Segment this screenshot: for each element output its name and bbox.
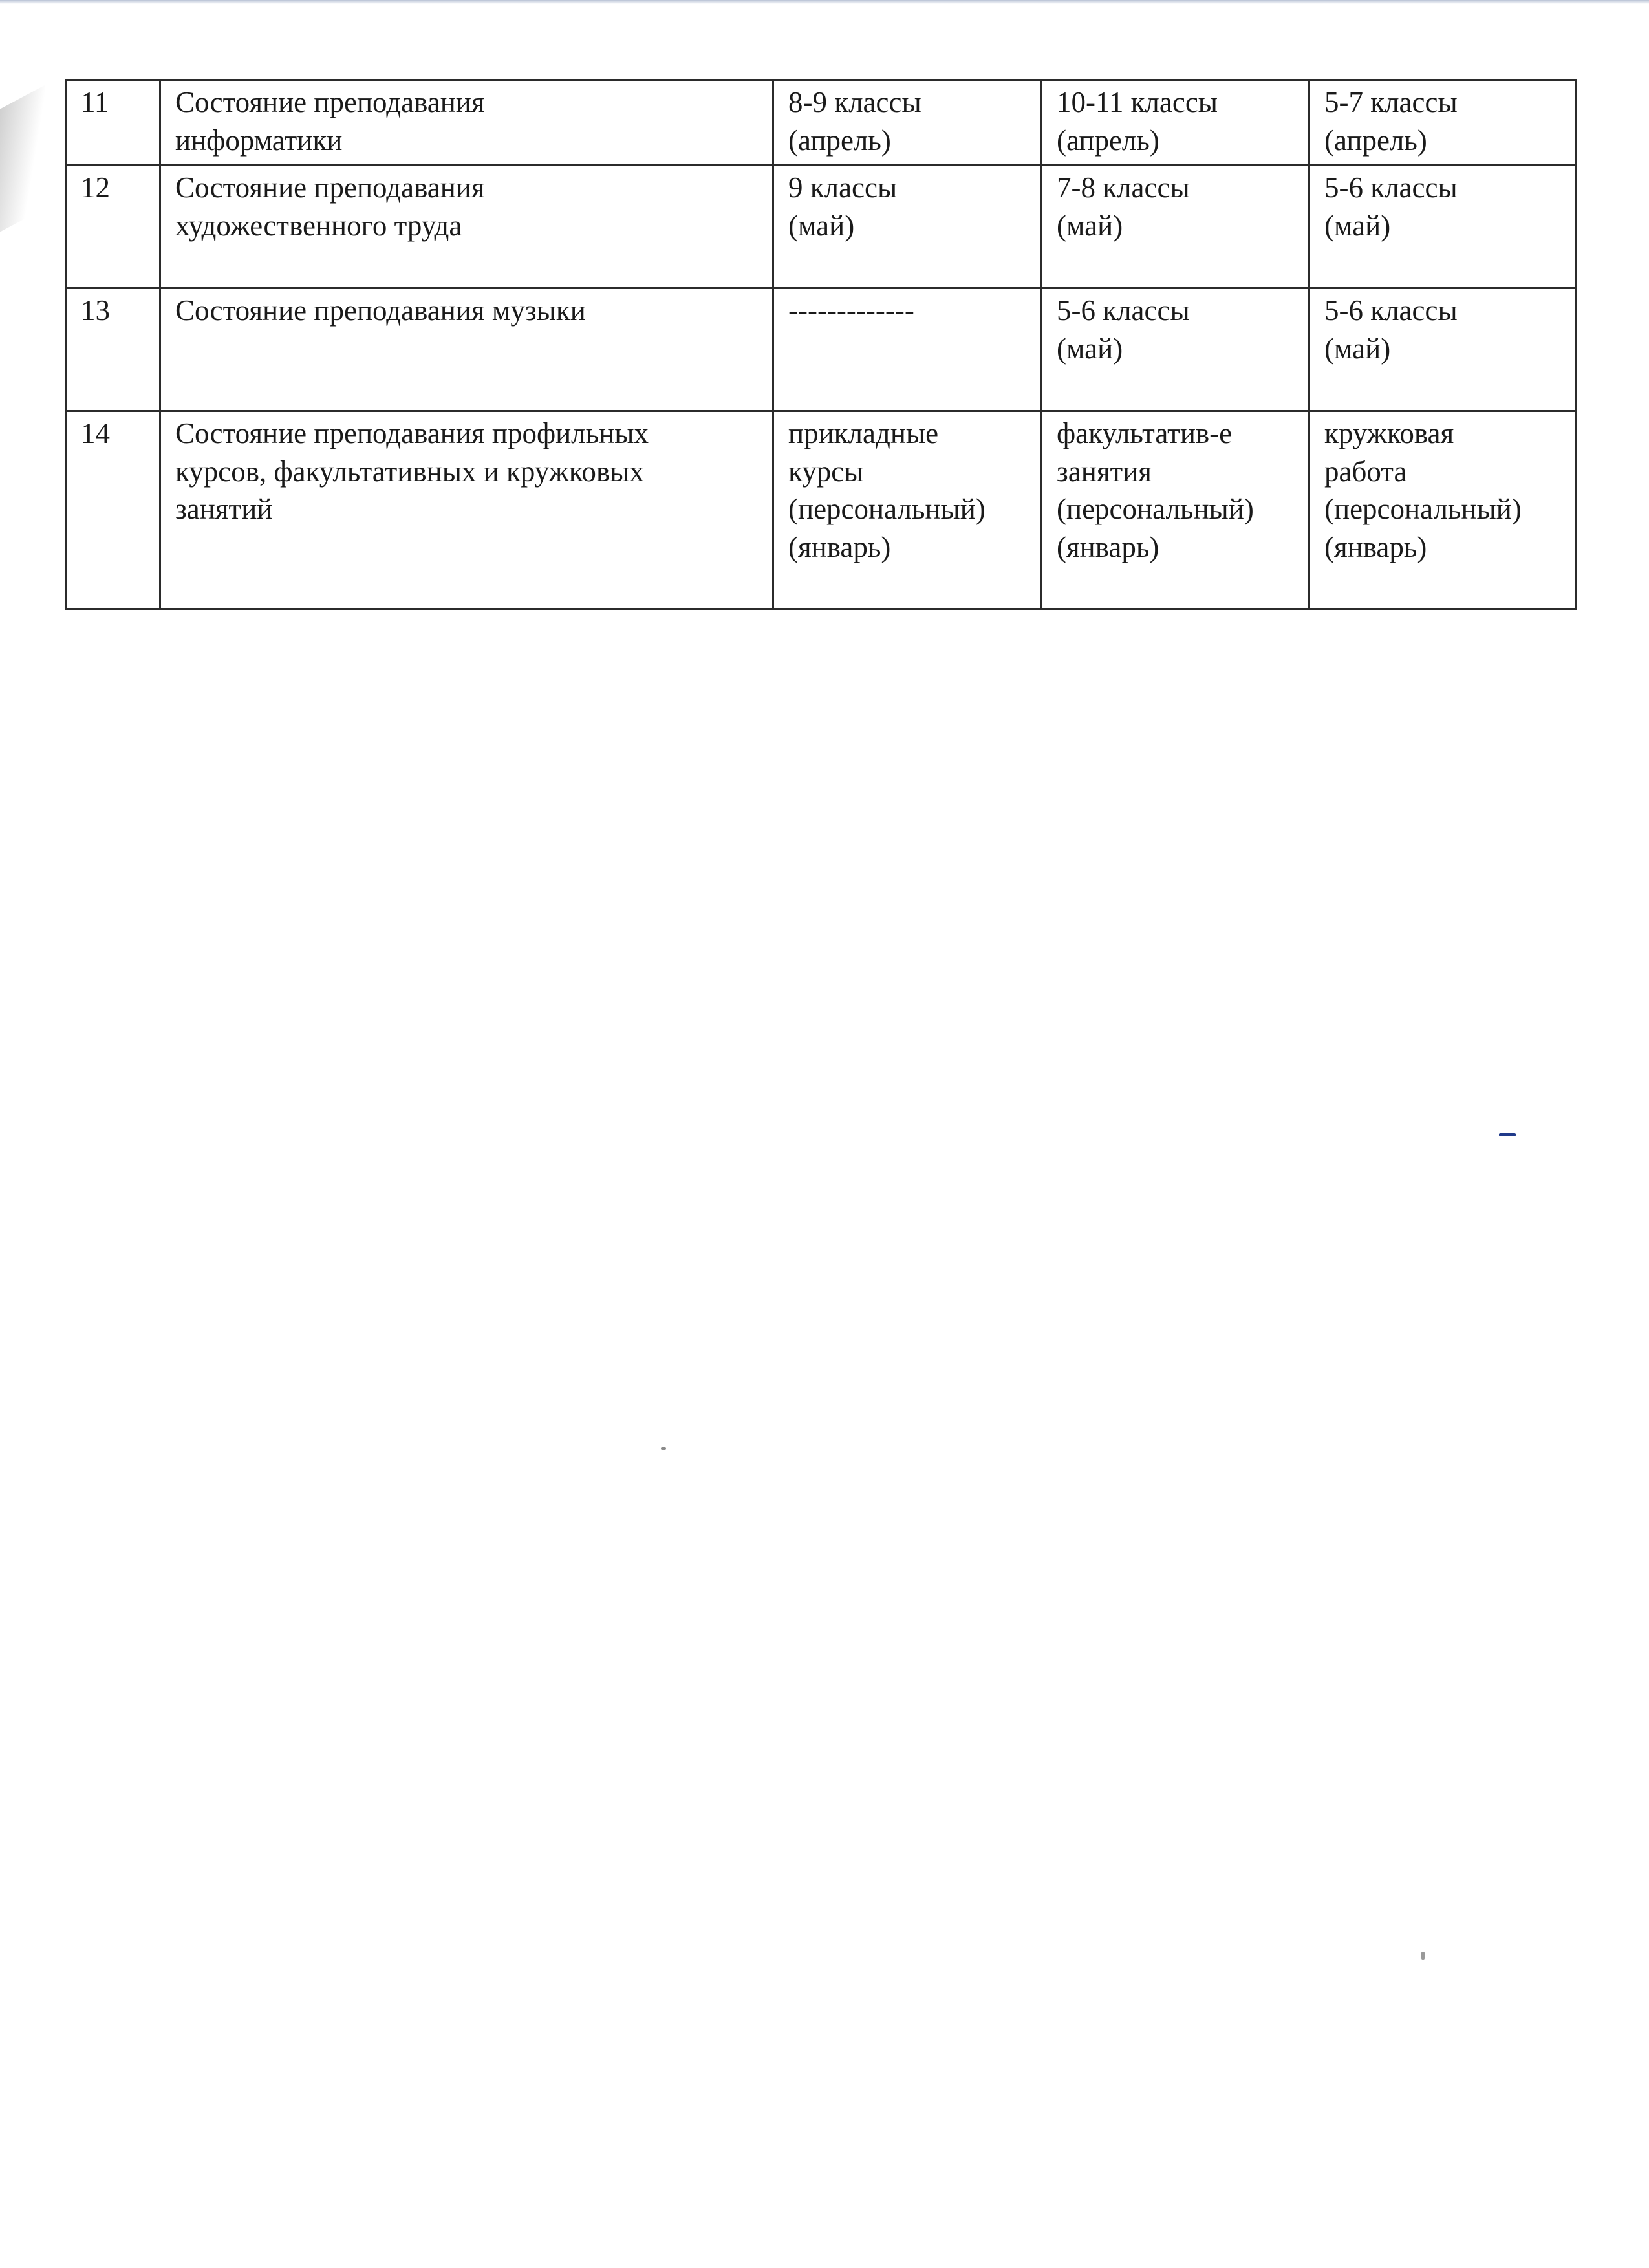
classes-cell-a: 8-9 классы (апрель) <box>773 80 1042 166</box>
scan-speck <box>1421 1952 1425 1960</box>
classes-cell-a: 9 классы (май) <box>773 166 1042 288</box>
classes-cell-c: кружковая работа (персональный) (январь) <box>1310 411 1577 609</box>
scan-speck <box>661 1447 666 1450</box>
topic-cell: Состояние преподавания художественного труда <box>160 166 773 288</box>
row-number: 14 <box>66 411 160 609</box>
classes-cell-b: факультатив-е занятия (персональный) (январь) <box>1042 411 1310 609</box>
scan-page-curl <box>0 85 45 232</box>
table-row <box>66 80 1577 166</box>
classes-cell-b: 7-8 классы (май) <box>1042 166 1310 288</box>
table-row <box>66 288 1577 411</box>
classes-cell-c: 5-6 классы (май) <box>1310 288 1577 411</box>
table-row <box>66 411 1577 609</box>
classes-cell-a: прикладные курсы (персональный) (январь) <box>773 411 1042 609</box>
table-row <box>66 166 1577 288</box>
scan-speck <box>1499 1133 1516 1136</box>
classes-cell-b: 5-6 классы (май) <box>1042 288 1310 411</box>
topic-cell: Состояние преподавания музыки <box>160 288 773 411</box>
row-number: 12 <box>66 166 160 288</box>
row-number: 13 <box>66 288 160 411</box>
inspection-schedule-table <box>65 79 1577 610</box>
topic-cell: Состояние преподавания профильных курсов, факультативных и кружковых занятий <box>160 411 773 609</box>
topic-cell: Состояние преподавания информатики <box>160 80 773 166</box>
classes-cell-a: ------------- <box>773 288 1042 411</box>
classes-cell-b: 10-11 классы (апрель) <box>1042 80 1310 166</box>
classes-cell-c: 5-7 классы (апрель) <box>1310 80 1577 166</box>
scan-top-edge <box>0 0 1649 4</box>
row-number: 11 <box>66 80 160 166</box>
classes-cell-c: 5-6 классы (май) <box>1310 166 1577 288</box>
